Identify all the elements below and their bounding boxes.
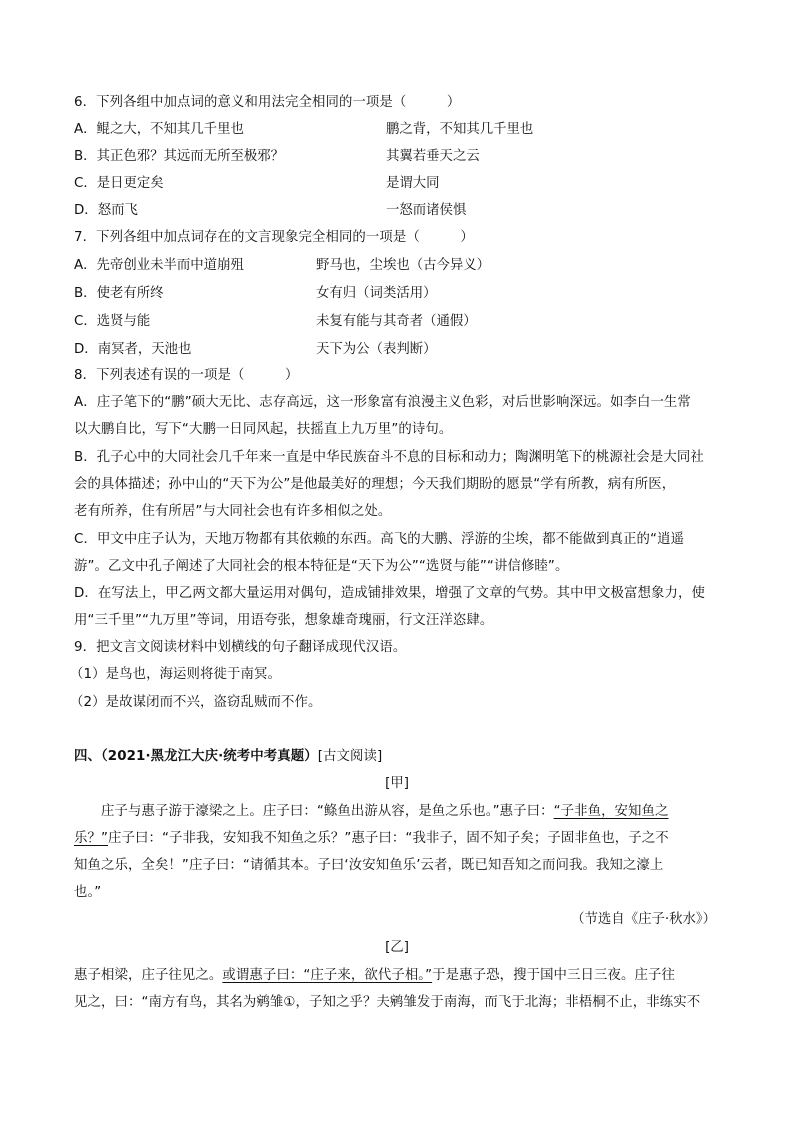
passage-jia-line: 也。”: [74, 885, 102, 900]
q7-option-c-right: 未复有能与其奇者（通假）: [316, 314, 477, 329]
passage-jia-line: [74, 829, 724, 849]
underlined-sentence: 或谓惠子曰：“庄子来，欲代子相。”: [222, 968, 433, 983]
passage-jia-line: 知鱼之乐，全矣！”庄子曰：“请循其本。子曰‘汝安知鱼乐’云者，既已知吾知之而问我。我知之濠上: [74, 858, 664, 873]
underlined-sentence: “子非鱼，安知鱼之: [553, 804, 669, 819]
q7-option-b-right: 女有归（词类活用）: [316, 286, 437, 301]
q7-option-d-left: D．南冥者，天池也: [74, 342, 192, 357]
q6-stem: 6．下列各组中加点词的意义和用法完全相同的一项是（ ）: [74, 95, 461, 110]
underlined-sentence: 乐？”: [74, 831, 109, 846]
q8-line: C．甲文中庄子认为，天地万物都有其依赖的东西。高飞的大鹏、浮游的尘埃，都不能做到真正的“逍遥: [74, 532, 685, 547]
q7-option-d-right: 天下为公（表判断）: [316, 342, 437, 357]
passage-yi-label: [乙]: [385, 940, 409, 955]
q6-option-c-right: 是谓大同: [386, 176, 440, 191]
passage-text: 惠子相梁，庄子往见之。: [74, 968, 223, 983]
q8-line: 会的具体描述；孙中山的“天下为公”是他最美好的理想；今天我们期盼的愿景“学有所教，病有所医，: [74, 477, 676, 492]
q8-line: D．在写法上，甲乙两文都大量运用对偶句，造成铺排效果，增强了文章的气势。其中甲文极富想象力，使: [74, 586, 705, 601]
passage-text: 庄子与惠子游于濠梁之上。庄子曰：“鲦鱼出游从容，是鱼之乐也。”惠子曰：: [101, 804, 554, 819]
passage-text: 于是惠子恐，搜于国中三日三夜。庄子往: [432, 968, 675, 983]
passage-jia-label: [甲]: [385, 776, 409, 791]
q8-stem: 8．下列表述有误的一项是（ ）: [74, 368, 299, 383]
q6-option-c-left: C．是日更定矣: [74, 176, 164, 191]
q7-option-a-right: 野马也，尘埃也（古今异义）: [316, 258, 491, 273]
q6-option-d-right: 一怒而诸侯惧: [386, 203, 467, 218]
passage-yi-line: 见之，曰：“南方有鸟，其名为鹓雏①，子知之乎？夫鹓雏发于南海，而飞于北海；非梧桐不止，非练实不: [74, 995, 701, 1010]
q7-stem: 7．下列各组中加点词存在的文言现象完全相同的一项是（ ）: [74, 230, 474, 245]
q8-line: 用“三千里”“九万里”等词，用语夸张，想象雄奇瑰丽，行文汪洋恣肆。: [74, 613, 494, 628]
q6-option-a-left: A．鲲之大，不知其几千里也: [74, 122, 244, 137]
passage-jia-line: [74, 802, 751, 822]
section-source: （2021·黑龙江大庆·统考中考真题）: [100, 749, 318, 764]
q6-option-d-left: D．怒而飞: [74, 203, 138, 218]
section-number: 四、: [74, 749, 101, 764]
q8-line: B．孔子心中的大同社会几千年来一直是中华民族奋斗不息的目标和动力；陶渊明笔下的桃源社会是大同社: [74, 450, 704, 465]
q8-line: 老有所养，住有所居”与大同社会也有许多相似之处。: [74, 504, 392, 519]
q9-stem: 9．把文言文阅读材料中划横线的句子翻译成现代汉语。: [74, 640, 407, 655]
q9-item-1: （1）是鸟也，海运则将徙于南冥。: [70, 667, 281, 682]
q7-option-c-left: C．选贤与能: [74, 314, 151, 329]
q7-option-b-left: B．使老有所终: [74, 286, 164, 301]
q8-line: A．庄子笔下的“鹏”硕大无比、志存高远，这一形象富有浪漫主义色彩，对后世影响深远。如李白一生常: [74, 395, 691, 410]
q8-line: 以大鹏自比，写下“大鹏一日同风起，扶摇直上九万里”的诗句。: [74, 422, 453, 437]
q7-option-a-left: A．先帝创业未半而中道崩殂: [74, 258, 244, 273]
q9-item-2: （2）是故谋闭而不兴，盗窃乱贼而不作。: [70, 695, 322, 710]
section-type: [古文阅读]: [317, 749, 383, 764]
q6-option-b-right: 其翼若垂天之云: [386, 149, 480, 164]
passage-jia-source: （节选自《庄子·秋水》）: [571, 912, 716, 927]
q6-option-a-right: 鹏之背，不知其几千里也: [386, 122, 534, 137]
q8-line: 游”。乙文中孔子阐述了大同社会的根本特征是“天下为公”“选贤与能”“讲信修睦”。: [74, 559, 569, 574]
passage-text: 庄子曰：“子非我，安知我不知鱼之乐？”惠子曰：“我非子，固不知子矣；子固非鱼也，子之不: [108, 831, 669, 846]
section-4-heading: [74, 747, 724, 767]
passage-yi-line: [74, 966, 724, 986]
q6-option-b-left: B．其正色邪？其远而无所至极邪？: [74, 149, 285, 164]
